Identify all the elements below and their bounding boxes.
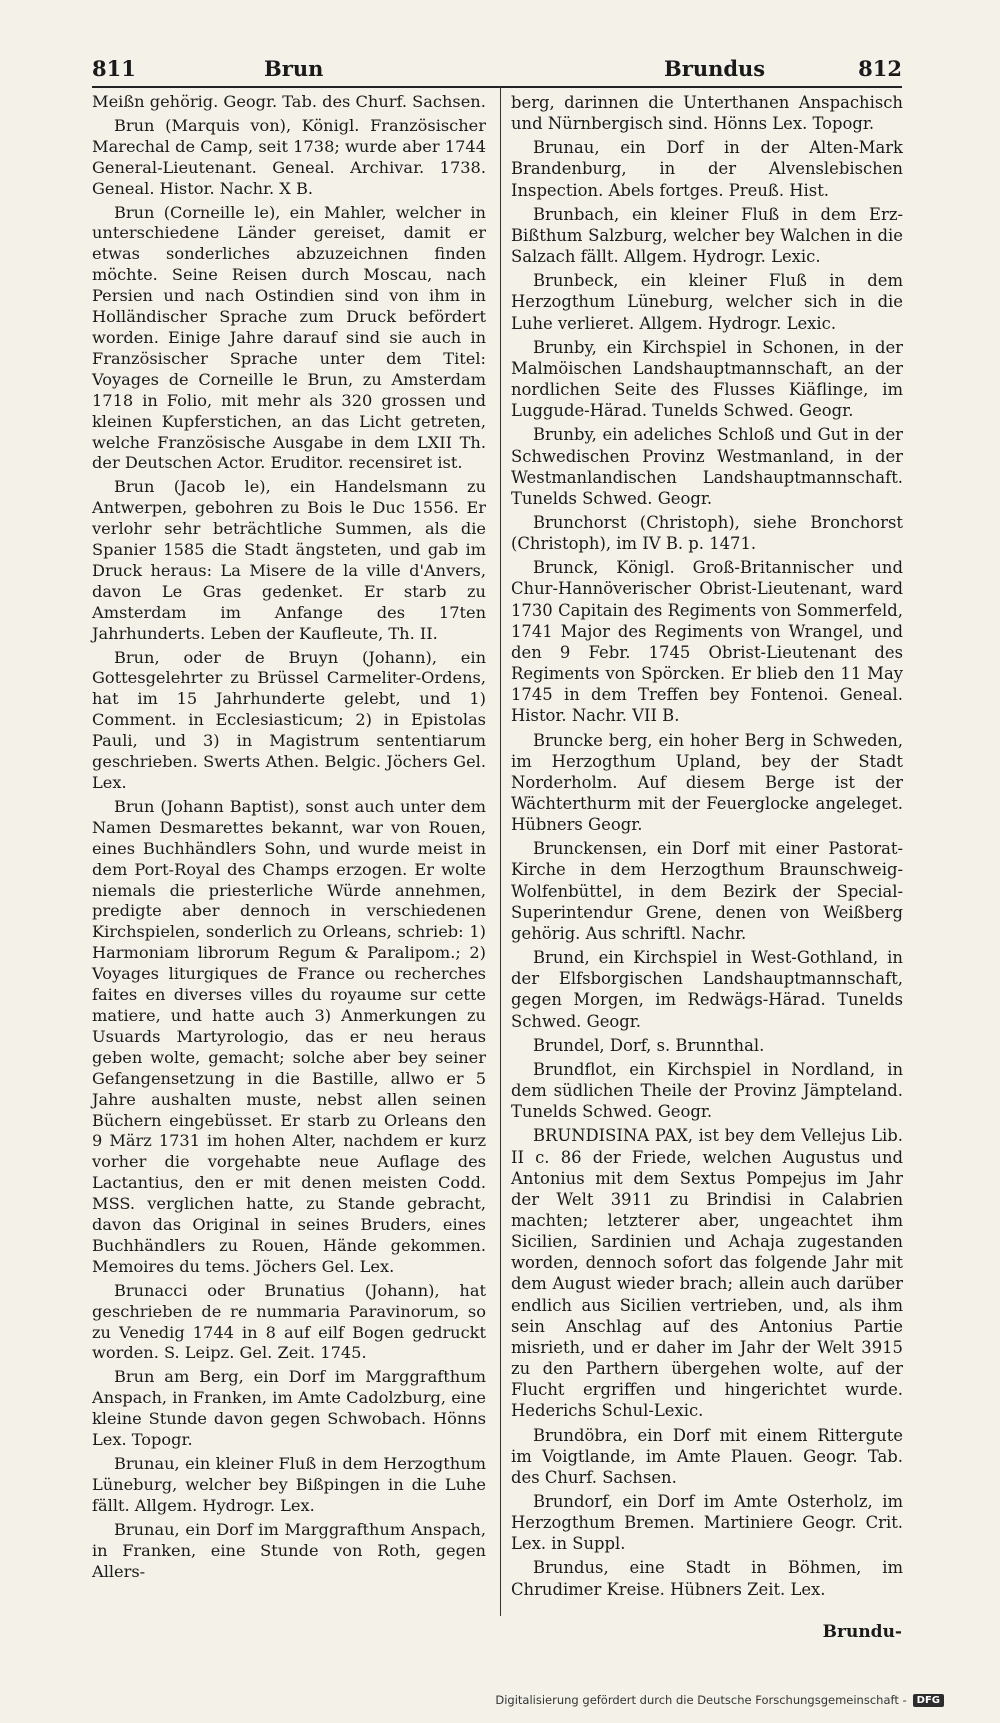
page-number-left: 811 xyxy=(92,56,136,81)
page-header xyxy=(92,52,902,88)
entry: Meißn gehörig. Geogr. Tab. des Churf. Sachsen. xyxy=(92,92,486,111)
entry: Brundflot, ein Kirchspiel in Nordland, in dem südlichen Theile der Provinz Jämpteland. Tunelds Schwed. Geogr. xyxy=(511,1059,903,1122)
entry: Brunau, ein kleiner Fluß in dem Herzogthum Lüneburg, welcher bey Bißpingen in die Luhe fällt. Allgem. Hydrogr. Lex. xyxy=(92,1454,486,1515)
entry: BRUNDISINA PAX, ist bey dem Vellejus Lib. II c. 86 der Friede, welchen Augustus und Antonius mit dem Sextus Pompejus im Jahr der Welt 3911 zu Brindisi in Calabrien machten; letzterer aber, ungeachtet ihm Sicilien, Sardinien und Achaja zugestanden worden, dennoch sofort das folgende Jahr mit dem August wieder brach; allein auch darüber endlich aus Sicilien vertrieben, und, als ihm sein Anschlag auf des Antonius Partie misrieth, und er daher im Jahr der Welt 3915 zu den Parthern übergehen wolte, auf der Flucht ergriffen und hingerichtet wurde. Hederichs Schul-Lexic. xyxy=(511,1126,903,1421)
catchword: Brundu- xyxy=(822,1622,902,1642)
entry: Brunby, ein Kirchspiel in Schonen, in der Malmöischen Landshauptmannschaft, an der nordlichen Seite des Flusses Kiäflinge, im Luggude-Härad. Tunelds Schwed. Geogr. xyxy=(511,337,903,421)
running-head-right: Brundus xyxy=(664,56,766,81)
entry: Brunbach, ein kleiner Fluß in dem Erz-Bißthum Salzburg, welcher bey Walchen in die Salzach fällt. Allgem. Hydrogr. Lexic. xyxy=(511,204,903,267)
page-number-right: 812 xyxy=(858,56,902,81)
entry: Brunckensen, ein Dorf mit einer Pastorat-Kirche in dem Herzogthum Braunschweig-Wolfenbüttel, in dem Bezirk der Special-Superintendur Grene, denen von Weißberg gehörig. Aus schriftl. Nachr. xyxy=(511,839,903,943)
entry: Brunacci oder Brunatius (Johann), hat geschrieben de re nummaria Paravinorum, so zu Venedig 1744 in 8 auf eilf Bogen gedruckt worden. S. Leipz. Gel. Zeit. 1745. xyxy=(92,1280,486,1363)
entry: Brundus, eine Stadt in Böhmen, im Chrudimer Kreise. Hübners Zeit. Lex. xyxy=(511,1558,903,1599)
digitization-footer xyxy=(495,1693,944,1707)
entry: Brun am Berg, ein Dorf im Marggrafthum Anspach, in Franken, im Amte Cadolzburg, eine kleine Stunde davon gegen Schwobach. Hönns Lex. Topogr. xyxy=(92,1367,486,1450)
dfg-logo: DFG xyxy=(913,1694,944,1707)
column-divider xyxy=(500,86,501,1616)
entry: Brunau, ein Dorf im Marggrafthum Anspach, in Franken, eine Stunde von Roth, gegen Allers- xyxy=(92,1519,486,1581)
entry: Brun (Marquis von), Königl. Französischer Marechal de Camp, seit 1738; wurde aber 1744 General-Lieutenant. Geneal. Archivar. 1738. Geneal. Histor. Nachr. X B. xyxy=(92,115,486,198)
entry: Brunby, ein adeliches Schloß und Gut in der Schwedischen Provinz Westmanland, in der Westmanlandischen Landshauptmannschaft. Tunelds Schwed. Geogr. xyxy=(511,425,903,508)
right-column xyxy=(511,92,903,1603)
entry: Brun (Corneille le), ein Mahler, welcher in unterschiedene Länder gereiset, damit er etwas sonderliches abzuzeichnen finden möchte. Seine Reisen durch Moscau, nach Persien und nach Ostindien sind von ihm in Holländischer Sprache zum Druck befördert worden. Einige Jahre darauf sind sie auch in Französischer Sprache unter dem Titel: Voyages de Corneille le Brun, zu Amsterdam 1718 in Folio, mit mehr als 320 grossen und kleinen Kupferstichen, an das Licht getreten, welche Französische Ausgabe in dem LXII Th. der Deutschen Actor. Eruditor. recensiret ist. xyxy=(92,202,486,473)
entry: Brundöbra, ein Dorf mit einem Rittergute im Voigtlande, im Amte Plauen. Geogr. Tab. des Churf. Sachsen. xyxy=(511,1425,903,1487)
entry: Brunchorst (Christoph), siehe Bronchorst (Christoph), im IV B. p. 1471. xyxy=(511,512,903,554)
entry: Brundel, Dorf, s. Brunnthal. xyxy=(533,1035,765,1055)
footer-credit: Digitalisierung gefördert durch die Deutsche Forschungsgemeinschaft - xyxy=(495,1693,907,1707)
entry: Brunbeck, ein kleiner Fluß in dem Herzogthum Lüneburg, welcher sich in die Luhe verlieret. Allgem. Hydrogr. Lexic. xyxy=(511,271,903,333)
left-column xyxy=(92,92,486,1585)
entry: Brun, oder de Bruyn (Johann), ein Gottesgelehrter zu Brüssel Carmeliter-Ordens, hat im 15 Jahrhunderte gelebt, und 1) Comment. in Ecclesiasticum; 2) in Epistolas Pauli, und 3) in Magistrum sententiarum geschrieben. Swerts Athen. Belgic. Jöchers Gel. Lex. xyxy=(92,647,486,792)
entry: Brunau, ein Dorf in der Alten-Mark Brandenburg, in der Alvenslebischen Inspection. Abels fortges. Preuß. Hist. xyxy=(511,138,903,200)
entry: Bruncke berg, ein hoher Berg in Schweden, im Herzogthum Upland, bey der Stadt Norderholm. Auf diesem Berge ist der Wächterthurm mit der Feuerglocke angeleget. Hübners Geogr. xyxy=(511,730,903,835)
entry: Brun (Johann Baptist), sonst auch unter dem Namen Desmarettes bekannt, war von Rouen, eines Buchhändlers Sohn, und wurde meist in dem Port-Royal des Champs erzogen. Er wolte niemals die priesterliche Würde annehmen, predigte aber dennoch in verschiedenen Kirchspielen, sonderlich zu Orleans, schrieb: 1) Harmoniam librorum Regum & Paralipom.; 2) Voyages liturgiques de France ou recherches faites en diverses villes du royaume sur cette matiere, und hatte auch 3) Anmerkungen zu Usuards Martyrologio, das er neu heraus geben wolte, gemacht; solche aber bey seiner Gefangensetzung in die Bastille, allwo er 5 Jahre aushalten muste, nebst allen seinen Büchern eingebüsset. Er starb zu Orleans den 9 März 1731 im hohen Alter, nachdem er kurz vorher die vorgehabte neue Auflage des Lactantius, den er mit denen meisten Codd. MSS. verglichen hatte, zu Stande gebracht, davon das Original in seines Bruders, eines Buchhändlers zu Rouen, Hände gekommen. Memoires du tems. Jöchers Gel. Lex. xyxy=(92,796,486,1276)
entry: Brund, ein Kirchspiel in West-Gothland, in der Elfsborgischen Landshauptmannschaft, gegen Morgen, im Redwägs-Härad. Tunelds Schwed. Geogr. xyxy=(511,948,903,1031)
entry: Brunck, Königl. Groß-Britannischer und Chur-Hannöverischer Obrist-Lieutenant, ward 1730 Capitain des Regiments von Sommerfeld, 1741 Major des Regiments von Wrangel, und den 9 Febr. 1745 Obrist-Lieutenant des Regiments von Spörcken. Er blieb den 11 May 1745 in dem Treffen bey Fontenoi. Geneal. Histor. Nachr. VII B. xyxy=(511,558,903,726)
entry: berg, darinnen die Unterthanen Anspachisch und Nürnbergisch sind. Hönns Lex. Topogr. xyxy=(511,93,903,134)
running-head-left: Brun xyxy=(264,56,324,81)
entry: Brundorf, ein Dorf im Amte Osterholz, im Herzogthum Bremen. Martiniere Geogr. Crit. Lex. in Suppl. xyxy=(511,1492,903,1554)
entry: Brun (Jacob le), ein Handelsmann zu Antwerpen, gebohren zu Bois le Duc 1556. Er verlohr sehr beträchtliche Summen, als die Spanier 1585 die Stadt ängsteten, und gab im Druck heraus: La Misere de la ville d'Anvers, davon Le Gras gedenket. Er starb zu Amsterdam im Anfange des 17ten Jahrhunderts. Leben der Kaufleute, Th. II. xyxy=(92,477,486,643)
